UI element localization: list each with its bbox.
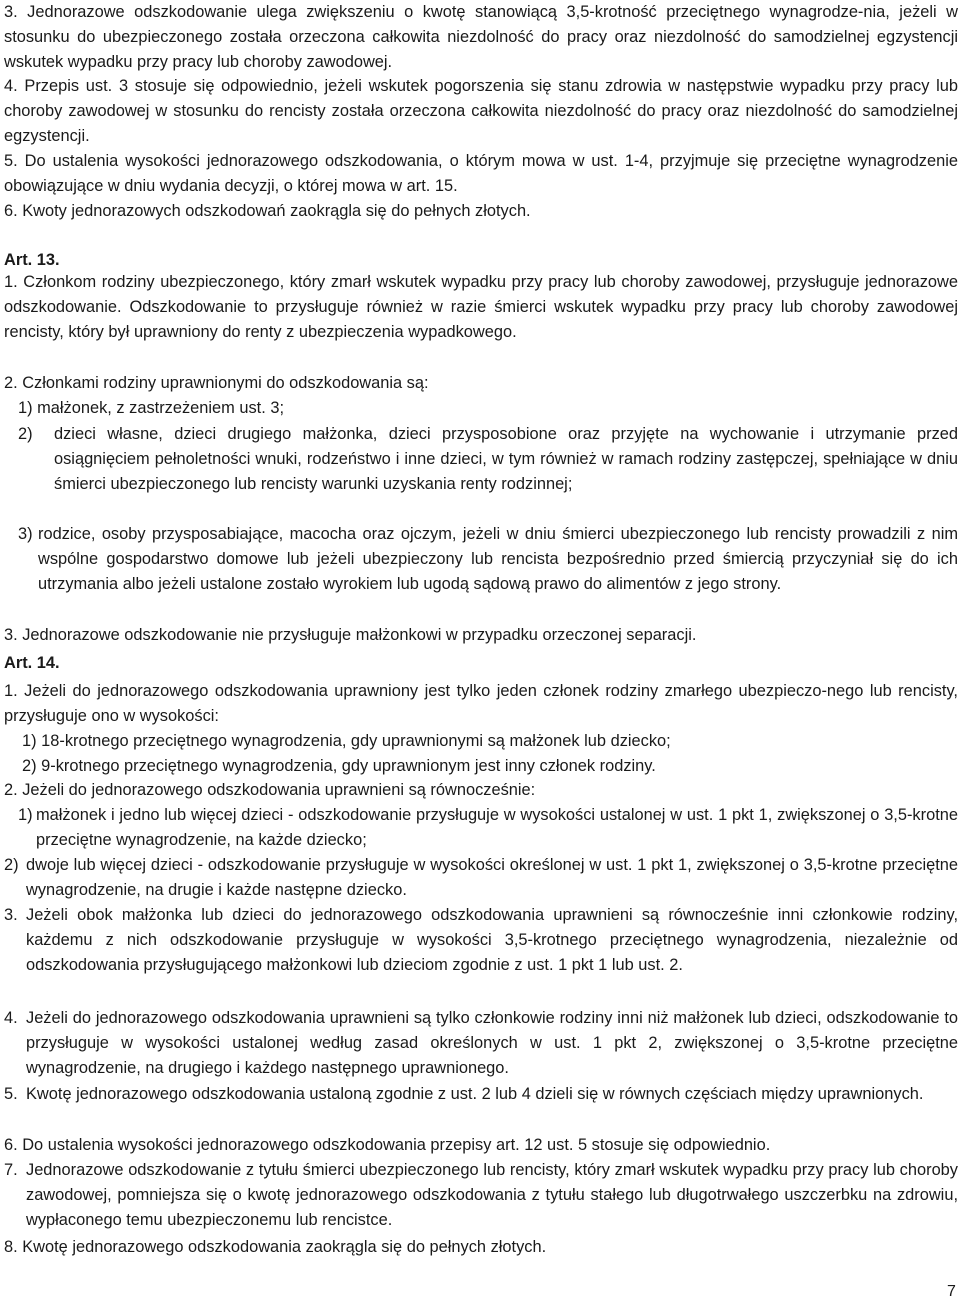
article-13-heading: Art. 13. [4, 251, 60, 269]
paragraph-13-3: 3. Jednorazowe odszkodowanie nie przysługuje małżonkowi w przypadku orzeczonej separacji. [4, 626, 697, 644]
paragraph-text: Jeżeli do jednorazowego odszkodowania uprawnieni są tylko członkowie rodziny inni niż małżonek lub dzieci, odszkodowanie to przysługuje w wysokości ustalonej według zasad określonych w ust. 1 pkt 2, zwiększonej o 3,5-krotne przeciętne wynagrodzenie, na drugiego i każdego następnego uprawnionego. [26, 1009, 958, 1077]
list-item-number: 2) [18, 425, 33, 443]
paragraph-14-6: 6. Do ustalenia wysokości jednorazowego odszkodowania przepisy art. 12 ust. 5 stosuje się odpowiednio. [4, 1136, 771, 1154]
paragraph-12-5: 5. Do ustalenia wysokości jednorazowego odszkodowania, o którym mowa w ust. 1-4, przyjmuje się przeciętne wynagrodzenie obowiązujące w dniu wydania decyzji, o której mowa w art. 15. [4, 152, 958, 195]
list-item-14-1-1: 1) 18-krotnego przeciętnego wynagrodzenia, gdy uprawnionymi są małżonek lub dziecko; [22, 732, 671, 750]
list-item-text: dzieci własne, dzieci drugiego małżonka, dzieci przysposobione oraz przyjęte na wychowanie i utrzymanie przed osiągnięciem pełnoletności wnuki, rodzeństwo i inne dzieci, w tym również w ramach rodziny zastępczej, spełniające w dniu śmierci ubezpieczonego lub rencisty warunki uzyskania renty rodzinnej; [54, 425, 958, 493]
paragraph-text: Jeżeli obok małżonka lub dzieci do jednorazowego odszkodowania uprawnieni są równocześnie inni członkowie rodziny, każdemu z nich odszkodowanie przysługuje w wysokości 3,5-krotnego przeciętnego wynagrodzenia, niezależnie od odszkodowania przysługującego małżonkowi lub dzieciom zgodnie z ust. 1 pkt 1 lub ust. 2. [26, 906, 958, 974]
paragraph-14-4 [4, 1006, 958, 1080]
page-number: 7 [947, 1283, 956, 1300]
list-item-number: 3) [18, 525, 33, 543]
paragraph-number: 5. [4, 1085, 18, 1103]
paragraph-number: 7. [4, 1161, 18, 1179]
list-item-14-1-2: 2) 9-krotnego przeciętnego wynagrodzenia, gdy uprawnionym jest inny członek rodziny. [22, 757, 656, 775]
list-item-13-2-2 [18, 422, 958, 496]
list-item-13-2-3 [18, 522, 958, 596]
list-item-14-2-2 [4, 853, 958, 903]
list-item-text: dwoje lub więcej dzieci - odszkodowanie przysługuje w wysokości określonej w ust. 1 pkt 1, zwiększonej o 3,5-krotne przeciętne wynagrodzenie, na drugie i każde następne dziecko. [26, 856, 958, 899]
paragraph-13-2: 2. Członkami rodziny uprawnionymi do odszkodowania są: [4, 374, 429, 392]
paragraph-text: Jednorazowe odszkodowanie z tytułu śmierci ubezpieczonego lub rencisty, który zmarł wskutek wypadku przy pracy lub choroby zawodowej, pomniejsza się o kwotę jednorazowego odszkodowania z tytułu stałego lub długotrwałego uszczerbku na zdrowiu, wypłaconego temu ubezpieczonemu lub rencistce. [26, 1161, 958, 1229]
paragraph-13-1: 1. Członkom rodziny ubezpieczonego, który zmarł wskutek wypadku przy pracy lub choroby zawodowej, przysługuje jednorazowe odszkodowanie. Odszkodowanie to przysługuje również w razie śmierci wskutek wypadku przy pracy lub choroby zawodowej rencisty, który był uprawniony do renty z ubezpieczenia wypadkowego. [4, 273, 958, 341]
paragraph-number: 3. [4, 906, 18, 924]
paragraph-14-7 [4, 1158, 958, 1232]
paragraph-12-3: 3. Jednorazowe odszkodowanie ulega zwiększeniu o kwotę stanowiącą 3,5-krotność przeciętnego wynagrodze-nia, jeżeli w stosunku do ubezpieczonego została orzeczona całkowita niezdolność do pracy oraz niezdolność do samodzielnej egzystencji wskutek wypadku przy pracy lub choroby zawodowej. [4, 3, 958, 71]
paragraph-14-2: 2. Jeżeli do jednorazowego odszkodowania uprawnieni są równocześnie: [4, 781, 536, 799]
paragraph-12-4: 4. Przepis ust. 3 stosuje się odpowiednio, jeżeli wskutek pogorszenia się stanu zdrowia w następstwie wypadku przy pracy lub choroby zawodowej w stosunku do rencisty została orzeczona całkowita niezdolność do pracy oraz niezdolność do samodzielnej egzystencji. [4, 77, 958, 145]
list-item-number: 2) [4, 856, 19, 874]
paragraph-text: Kwotę jednorazowego odszkodowania ustaloną zgodnie z ust. 2 lub 4 dzieli się w równych częściach między uprawnionych. [26, 1085, 924, 1103]
paragraph-14-5 [4, 1082, 958, 1107]
paragraph-14-1: 1. Jeżeli do jednorazowego odszkodowania uprawniony jest tylko jeden członek rodziny zmarłego ubezpieczo-nego lub rencisty, przysługuje ono w wysokości: [4, 682, 958, 725]
paragraph-14-8: 8. Kwotę jednorazowego odszkodowania zaokrągla się do pełnych złotych. [4, 1238, 547, 1256]
paragraph-14-3 [4, 903, 958, 977]
paragraph-number: 4. [4, 1009, 18, 1027]
paragraph-12-6: 6. Kwoty jednorazowych odszkodowań zaokrągla się do pełnych złotych. [4, 202, 531, 220]
list-item-text: rodzice, osoby przysposabiające, macocha oraz ojczym, jeżeli w dniu śmierci ubezpieczonego lub rencisty prowadzili z nim wspólne gospodarstwo domowe lub jeżeli ubezpieczony lub rencista bezpośrednio przed śmiercią przyczyniał się do ich utrzymania albo jeżeli ustalone zostało wyrokiem lub ugodą sądową prawo do alimentów z jego strony. [38, 525, 958, 593]
list-item-number: 1) [18, 806, 33, 824]
list-item-14-2-1 [18, 803, 958, 853]
list-item-13-2-1: 1) małżonek, z zastrzeżeniem ust. 3; [18, 399, 284, 417]
article-14-heading: Art. 14. [4, 654, 60, 672]
list-item-text: małżonek i jedno lub więcej dzieci - odszkodowanie przysługuje w wysokości ustalonej w ust. 1 pkt 1, zwiększonej o 3,5-krotne przeciętne wynagrodzenie, na każde dziecko; [36, 806, 958, 849]
